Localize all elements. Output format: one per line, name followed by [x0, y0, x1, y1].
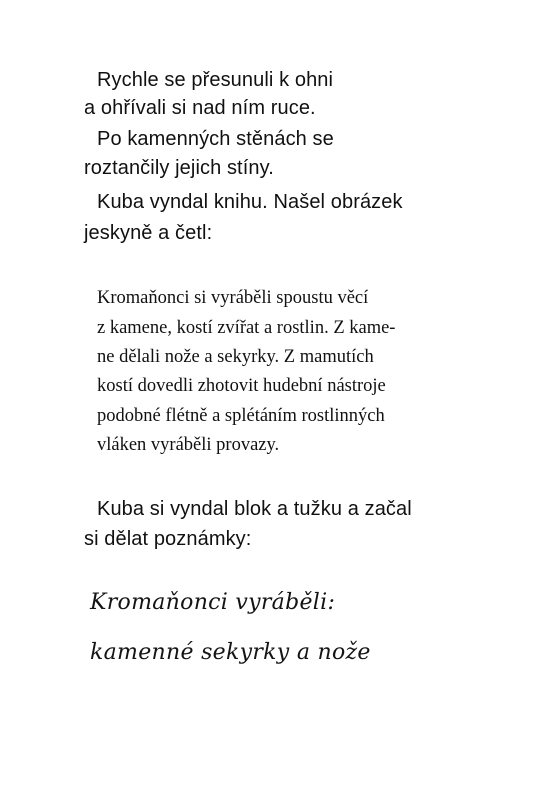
- story-line: jeskyně a četl:: [84, 222, 213, 244]
- story-line: Kuba vyndal knihu. Našel obrázek: [97, 191, 403, 213]
- book-excerpt-line: Kromaňonci si vyráběli spoustu věcí: [97, 288, 369, 308]
- book-excerpt-line: z kamene, kostí zvířat a rostlin. Z kame-: [97, 318, 396, 338]
- story-line: Po kamenných stěnách se: [97, 128, 334, 150]
- story-line: Kuba si vyndal blok a tužku a začal: [97, 498, 412, 520]
- book-excerpt-line: vláken vyráběli provazy.: [97, 435, 280, 455]
- book-excerpt-line: podobné flétně a splétáním rostlinných: [97, 406, 385, 426]
- story-line: a ohřívali si nad ním ruce.: [84, 97, 316, 119]
- handwritten-note: Kromaňonci vyráběli:: [90, 590, 336, 615]
- story-line: Rychle se přesunuli k ohni: [97, 69, 334, 91]
- story-line: roztančily jejich stíny.: [84, 157, 274, 179]
- handwritten-note: kamenné sekyrky a nože: [90, 640, 371, 665]
- story-line: si dělat poznámky:: [84, 528, 252, 550]
- book-excerpt-line: kostí dovedli zhotovit hudební nástroje: [97, 376, 386, 396]
- book-excerpt-line: ne dělali nože a sekyrky. Z mamutích: [97, 347, 374, 367]
